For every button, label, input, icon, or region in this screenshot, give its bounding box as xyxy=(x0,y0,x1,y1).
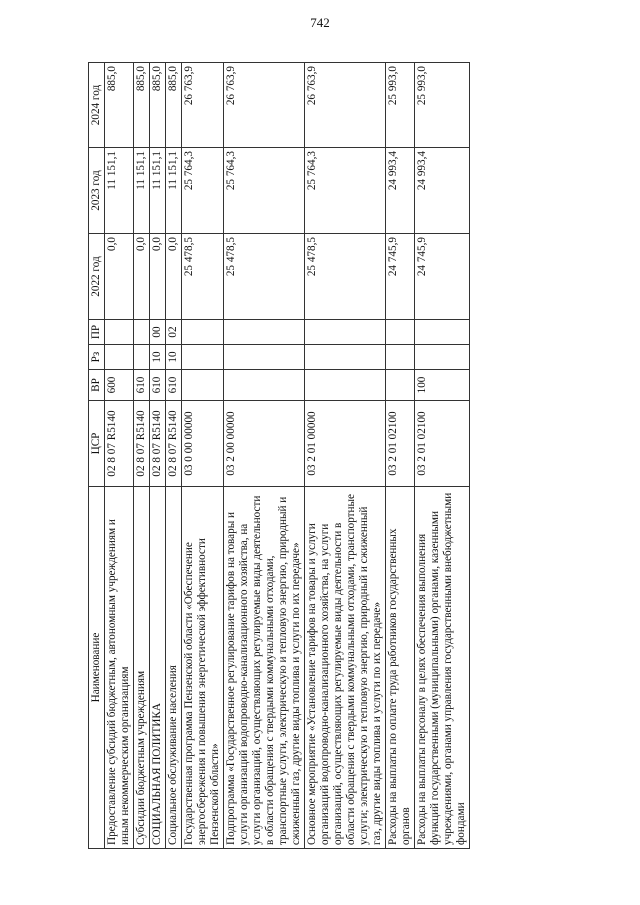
cell-2022: 0,0 xyxy=(133,234,149,320)
cell-name: Предоставление субсидий бюджетным, автономным учреждениям и иным некоммерческим организациям xyxy=(104,487,133,849)
cell-rz xyxy=(223,345,304,370)
header-pr: ПР xyxy=(89,320,105,345)
cell-name: Расходы на выплаты по оплате труда работников государственных органов xyxy=(385,487,414,849)
cell-vr: 600 xyxy=(104,370,133,401)
header-2022: 2022 год xyxy=(89,234,105,320)
cell-vr: 100 xyxy=(414,370,469,401)
cell-pr xyxy=(104,320,133,345)
cell-csr: 02 8 07 R5140 xyxy=(133,401,149,487)
cell-csr: 02 8 07 R5140 xyxy=(165,401,181,487)
cell-2024: 885,0 xyxy=(104,63,133,148)
table-row xyxy=(133,63,149,849)
table-row xyxy=(104,63,133,849)
cell-name: СОЦИАЛЬНАЯ ПОЛИТИКА xyxy=(149,487,165,849)
cell-rz xyxy=(414,345,469,370)
cell-csr: 02 8 07 R5140 xyxy=(104,401,133,487)
cell-csr: 03 2 01 02100 xyxy=(414,401,469,487)
cell-rz xyxy=(181,345,223,370)
cell-2024: 25 993,0 xyxy=(414,63,469,148)
cell-vr xyxy=(181,370,223,401)
table-row xyxy=(304,63,385,849)
cell-2024: 25 993,0 xyxy=(385,63,414,148)
table-row xyxy=(149,63,165,849)
cell-rz xyxy=(304,345,385,370)
table-row xyxy=(414,63,469,849)
header-row xyxy=(89,63,105,849)
cell-2022: 0,0 xyxy=(104,234,133,320)
cell-pr: 02 xyxy=(165,320,181,345)
cell-vr: 610 xyxy=(165,370,181,401)
cell-pr xyxy=(181,320,223,345)
cell-vr xyxy=(223,370,304,401)
cell-vr xyxy=(304,370,385,401)
cell-2023: 11 151,1 xyxy=(133,148,149,234)
cell-rz xyxy=(104,345,133,370)
header-2024: 2024 год xyxy=(89,63,105,148)
cell-2023: 11 151,1 xyxy=(104,148,133,234)
cell-rz: 10 xyxy=(149,345,165,370)
cell-2022: 25 478,5 xyxy=(304,234,385,320)
cell-vr: 610 xyxy=(149,370,165,401)
cell-2023: 11 151,1 xyxy=(165,148,181,234)
cell-rz: 10 xyxy=(165,345,181,370)
cell-csr: 03 0 00 00000 xyxy=(181,401,223,487)
cell-2024: 26 763,9 xyxy=(181,63,223,148)
cell-pr xyxy=(385,320,414,345)
table-row xyxy=(223,63,304,849)
header-vr: ВР xyxy=(89,370,105,401)
cell-pr xyxy=(133,320,149,345)
header-name: Наименование xyxy=(89,487,105,849)
cell-2024: 885,0 xyxy=(165,63,181,148)
cell-name: Субсидии бюджетным учреждениям xyxy=(133,487,149,849)
table-row xyxy=(181,63,223,849)
cell-rz xyxy=(133,345,149,370)
table-row xyxy=(385,63,414,849)
cell-2023: 11 151,1 xyxy=(149,148,165,234)
cell-2023: 25 764,3 xyxy=(181,148,223,234)
cell-csr: 02 8 07 R5140 xyxy=(149,401,165,487)
header-rz: Рз xyxy=(89,345,105,370)
cell-2022: 0,0 xyxy=(149,234,165,320)
cell-csr: 03 2 01 00000 xyxy=(304,401,385,487)
cell-csr: 03 2 00 00000 xyxy=(223,401,304,487)
cell-2022: 25 478,5 xyxy=(181,234,223,320)
budget-table-rotated xyxy=(88,63,560,849)
cell-vr xyxy=(385,370,414,401)
cell-2022: 0,0 xyxy=(165,234,181,320)
cell-pr xyxy=(223,320,304,345)
cell-name: Подпрограмма «Государственное регулирование тарифов на товары и услуги организаций водопроводно-канализационного хозяйства, на услуги организаций, осуществляющих регулируемые виды деятельности в области обращения с твердыми коммунальными отходами, транспортные услуги, электрическую и тепловую энергию, природный и сжиженный газ, другие виды топлива и услуги по их передаче» xyxy=(223,487,304,849)
cell-2022: 25 478,5 xyxy=(223,234,304,320)
page-number: 742 xyxy=(310,15,330,30)
cell-pr xyxy=(414,320,469,345)
cell-2023: 24 993,4 xyxy=(414,148,469,234)
table-row xyxy=(165,63,181,849)
header-csr: ЦСР xyxy=(89,401,105,487)
budget-table xyxy=(88,62,470,849)
cell-2023: 24 993,4 xyxy=(385,148,414,234)
cell-2024: 885,0 xyxy=(149,63,165,148)
cell-rz xyxy=(385,345,414,370)
header-2023: 2023 год xyxy=(89,148,105,234)
cell-2024: 26 763,9 xyxy=(304,63,385,148)
cell-name: Государственная программа Пензенской области «Обеспечение энергосбережения и повышения энергетической эффективности Пензенской области» xyxy=(181,487,223,849)
cell-2024: 26 763,9 xyxy=(223,63,304,148)
cell-csr: 03 2 01 02100 xyxy=(385,401,414,487)
cell-2024: 885,0 xyxy=(133,63,149,148)
cell-name: Социальное обслуживание населения xyxy=(165,487,181,849)
cell-2023: 25 764,3 xyxy=(223,148,304,234)
cell-pr: 00 xyxy=(149,320,165,345)
cell-vr: 610 xyxy=(133,370,149,401)
cell-2022: 24 745,9 xyxy=(385,234,414,320)
cell-2023: 25 764,3 xyxy=(304,148,385,234)
cell-name: Расходы на выплаты персоналу в целях обеспечения выполнения функций государственными (муниципальными) органами, казенными учреждениями, органами управления государственными внебюджетными фондами xyxy=(414,487,469,849)
cell-2022: 24 745,9 xyxy=(414,234,469,320)
cell-name: Основное мероприятие «Установление тарифов на товары и услуги организаций водопроводно-канализационного хозяйства, на услуги организаций, осуществляющих регулируемые виды деятельности в области обращения с твердыми коммунальными отходами, транспортные услуги; электрическую и тепловую энергию, природный и сжиженный газ, другие виды топлива и услуги по их передаче» xyxy=(304,487,385,849)
cell-pr xyxy=(304,320,385,345)
